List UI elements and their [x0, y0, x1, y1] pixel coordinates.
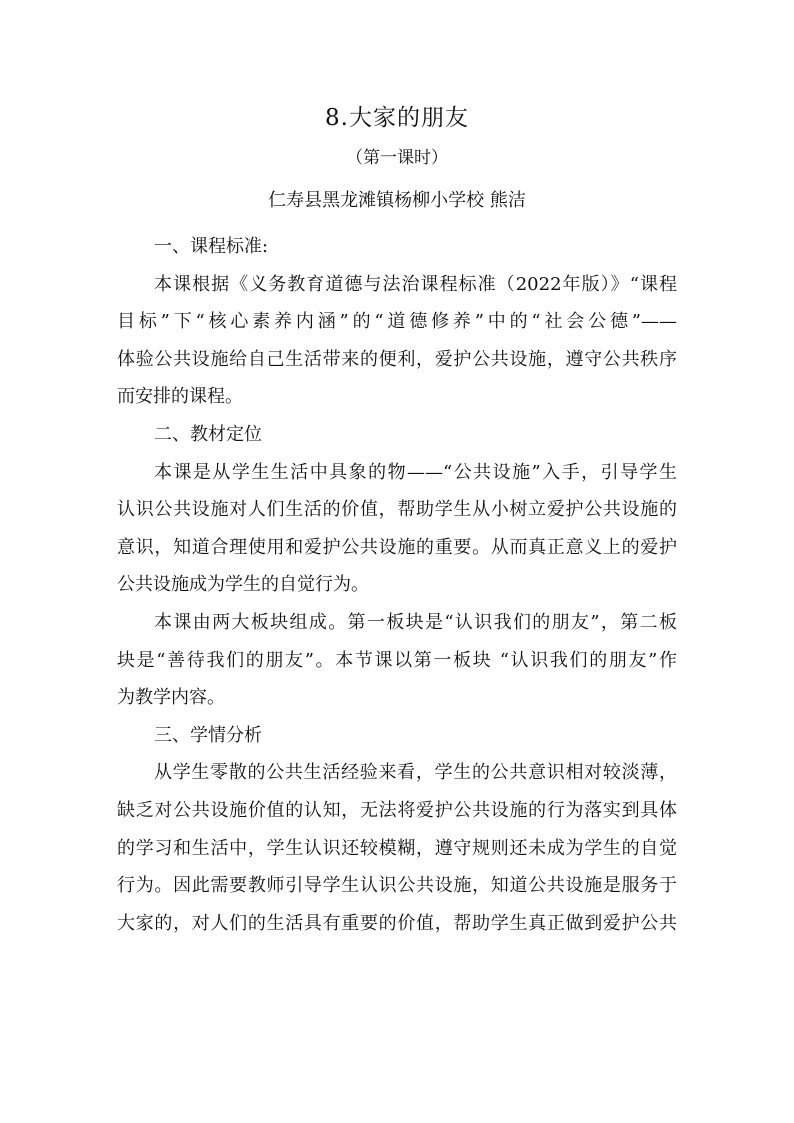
section-heading-textbook-positioning: 二、教材定位	[154, 423, 262, 445]
paragraph-line: 从学生零散的公共生活经验来看，学生的公共意识相对较淡薄，	[154, 762, 677, 784]
paragraph-line: 大家的，对人们的生活具有重要的价值，帮助学生真正做到爱护公共	[117, 912, 677, 934]
paragraph-line: 本课是从学生生活中具象的物——“公共设施”入手，引导学生	[154, 461, 677, 483]
document-title: 8.大家的朋友	[325, 105, 469, 131]
paragraph-line: 的学习和生活中，学生认识还较模糊，遵守规则还未成为学生的自觉	[117, 837, 677, 859]
paragraph-line: 为教学内容。	[117, 687, 225, 709]
paragraph-line: 而安排的课程。	[117, 386, 243, 408]
paragraph-line: 体验公共设施给自己生活带来的便利，爱护公共设施，遵守公共秩序	[117, 348, 677, 370]
paragraph-line: 块是“善待我们的朋友”。本节课以第一板块 “认识我们的朋友”作	[117, 649, 677, 671]
document-body	[117, 228, 677, 942]
section-heading-learner-analysis: 三、学情分析	[154, 724, 262, 746]
section-heading-curriculum-standard: 一、课程标准:	[154, 236, 269, 257]
paragraph-line: 缺乏对公共设施价值的认知，无法将爱护公共设施的行为落实到具体	[117, 799, 677, 821]
lesson-period: （第一课时）	[346, 148, 448, 168]
paragraph-line: 认识公共设施对人们生活的价值，帮助学生从小树立爱护公共设施的	[117, 499, 677, 521]
paragraph-line: 意识，知道合理使用和爱护公共设施的重要。从而真正意义上的爱护	[117, 536, 677, 558]
author-line: 仁寿县黑龙滩镇杨柳小学校 熊洁	[268, 190, 526, 211]
paragraph-line: 本课根据《义务教育道德与法治课程标准（2022年版）》“课程	[154, 273, 677, 295]
paragraph-line: 本课由两大板块组成。第一板块是“认识我们的朋友”，第二板	[154, 611, 677, 633]
paragraph-line: 目标”下“核心素养内涵”的“道德修养”中的“社会公德”——	[117, 311, 677, 333]
paragraph-line: 行为。因此需要教师引导学生认识公共设施，知道公共设施是服务于	[117, 875, 677, 897]
paragraph-line: 公共设施成为学生的自觉行为。	[117, 574, 369, 596]
